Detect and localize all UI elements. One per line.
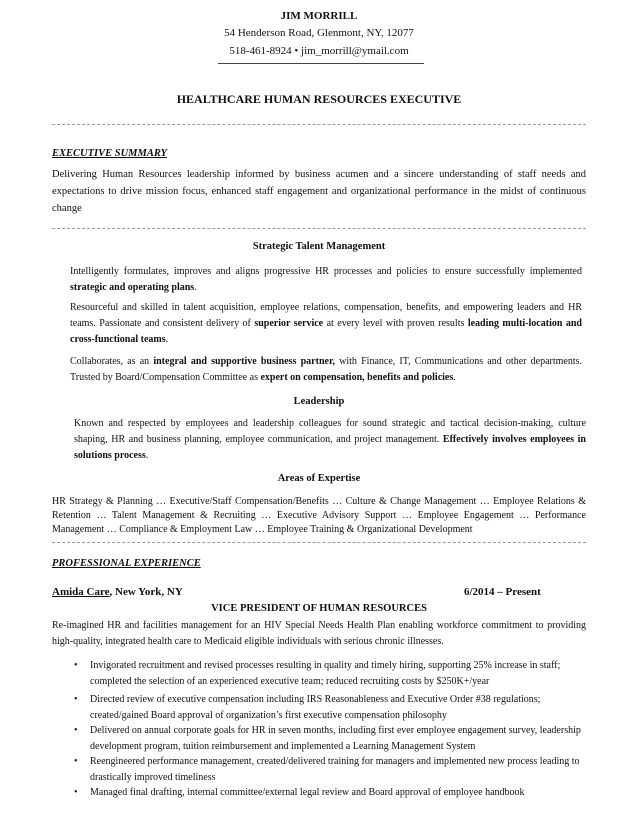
- leadership-heading: Leadership: [293, 396, 345, 407]
- list-item: • Reengineered performance management, created/delivered training for managers and implemented new process leading to drastically improved timeliness: [74, 756, 580, 783]
- employment-dates: 6/2014 – Present: [464, 586, 541, 598]
- professional-experience-heading: PROFESSIONAL EXPERIENCE: [52, 558, 201, 569]
- list-item: • Managed final drafting, internal committee/external legal review and Board approval of employee handbook: [52, 785, 586, 801]
- accomplishments-list: [52, 658, 586, 801]
- executive-summary-heading: EXECUTIVE SUMMARY: [52, 148, 168, 159]
- strategic-paragraph-3: Collaborates, as an integral and supportive business partner, with Finance, IT, Communications and other departments. Trusted by Board/Compensation Committee as expert on compensation, benefits and policies.: [70, 356, 583, 383]
- strategic-paragraph-2: Resourceful and skilled in talent acquisition, employee relations, compensation, benefits, and empowering leaders and HR teams. Passionate and consistent delivery of superior service at every level with proven results leading multi-location and cross-functional teams.: [70, 302, 582, 345]
- candidate-address: 54 Henderson Road, Glenmont, NY, 12077: [224, 27, 414, 39]
- strategic-paragraph-1: Intelligently formulates, improves and aligns progressive HR processes and policies to ensure successfully implemented strategic and operating plans.: [70, 266, 582, 293]
- bullet-icon: •: [74, 756, 78, 767]
- strategic-talent-heading: Strategic Talent Management: [252, 241, 386, 252]
- header-divider: [218, 63, 424, 64]
- candidate-name: JIM MORRILL: [280, 10, 358, 22]
- list-item: • Directed review of executive compensation including IRS Reasonableness and Executive Order #38 regulations; created/gained Board approval of organization’s first executive compensation philosophy: [74, 694, 541, 721]
- leadership-text: Known and respected by employees and leadership colleagues for sound strategic and tactical decision-making, culture shaping, HR and business planning, employee communication, and project management. Effectively involves employees in solutions process.: [74, 418, 586, 461]
- bullet-icon: •: [74, 787, 78, 798]
- executive-summary-text: Delivering Human Resources leadership informed by business acumen and a sincere understanding of staff needs and expectations to drive mission focus, enhanced staff engagement and organizational performance in the midst of continuous change: [52, 169, 586, 214]
- areas-of-expertise-list: HR Strategy & Planning … Executive/Staff Compensation/Benefits … Culture & Change Management … Employee Relations & Retention … Talent Management & Recruiting … Executive Advisory Support … Employee Engagement … Performance Management … Compliance & Employment Law … Employee Training & Organizational Development: [52, 496, 586, 535]
- section-divider: [52, 542, 586, 543]
- section-divider: [52, 228, 586, 229]
- employer-name: Amida Care: [52, 586, 110, 598]
- resume-title: HEALTHCARE HUMAN RESOURCES EXECUTIVE: [176, 92, 462, 106]
- list-item: • Invigorated recruitment and revised processes resulting in quality and timely hiring, supporting 25% increase in staff; completed the selection of an experienced executive team; reduced recruiting costs by $250K+/year: [74, 660, 561, 687]
- bullet-icon: •: [74, 725, 78, 736]
- bullet-icon: •: [74, 660, 78, 671]
- areas-of-expertise-heading: Areas of Expertise: [277, 473, 361, 484]
- bullet-icon: •: [74, 694, 78, 705]
- job-role: VICE PRESIDENT OF HUMAN RESOURCES: [211, 603, 427, 614]
- candidate-contact: 518-461-8924 • jim_morrill@ymail.com: [229, 45, 409, 57]
- employer-line: [52, 586, 183, 598]
- list-item: • Delivered on annual corporate goals for HR in seven months, including first ever employee engagement survey, leadership development program, tuition reimbursement and implemented a Learning Management System: [74, 725, 581, 752]
- employer-location: , New York, NY: [109, 586, 183, 598]
- section-divider: [52, 124, 586, 125]
- job-description: Re-imagined HR and facilities management for an HIV Special Needs Health Plan enabling workforce commitment to providing high-quality, integrated health care to Medicaid eligible individuals with serious chronic illnesses.: [52, 620, 586, 647]
